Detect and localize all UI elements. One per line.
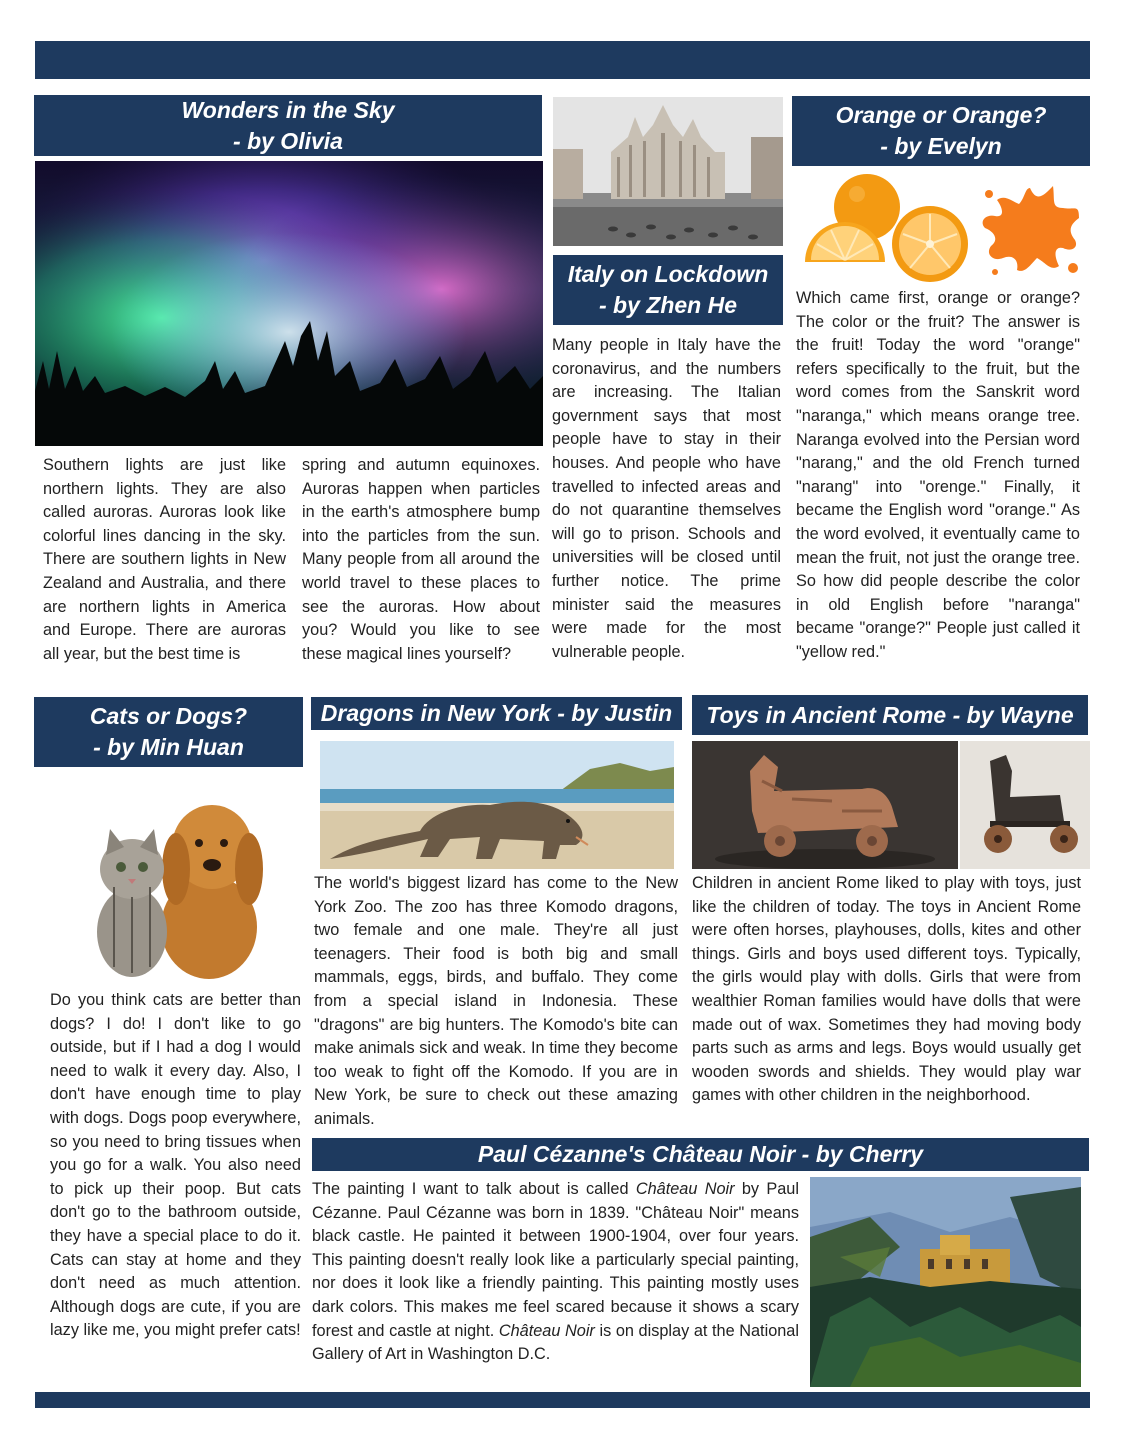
cezanne-painting-title: Château Noir — [635, 1180, 735, 1198]
cat-and-dog-image — [74, 777, 279, 982]
italy-author: - by Zhen He — [598, 292, 737, 318]
orange-header — [792, 96, 1090, 166]
cezanne-text — [312, 1178, 799, 1367]
italy-text: Many people in Italy have the coronavirus, and the numbers are increasing. The Italian government says that most people have to stay in their houses. And people who have travelled to infected areas and do not quarantine themselves will go to prison. Schools and universities will be closed until further notice. The prime minister said the measures were made for the most vulnerable people. — [552, 336, 781, 661]
cezanne-text-part1: The painting I want to talk about is called — [312, 1180, 636, 1198]
dragons-title: Dragons in New York - by Justin — [320, 700, 673, 726]
dragons-header — [311, 697, 682, 730]
aurora-image — [35, 161, 543, 446]
italy-header — [553, 255, 783, 325]
orange-author: - by Evelyn — [880, 133, 1002, 159]
cezanne-painting-title-2: Château Noir — [498, 1321, 595, 1340]
cats-title: Cats or Dogs? — [89, 703, 248, 729]
cats-header — [34, 697, 303, 767]
sky-text-col2: spring and autumn equinoxes. Auroras happen when particles in the earth's atmosphere bump into the particles from the sun. Many people from all around the world travel to these places to see the auroras. How about you? Would you like to see these magical lines yourself? — [302, 456, 540, 663]
toys-header — [692, 695, 1088, 735]
cats-text: Do you think cats are better than dogs? I do! I don't like to go outside, but if I had a dog I would need to walk it every day. Also, I don't have enough time to play with dogs. Dogs poop everywhere, so you need to bring tissues when you go for a walk. You also need to pick up their poop. But cats don't go to the bathroom outside, they have a special place to do it. Cats can stay at home and they don't need as much attention. Although dogs are cute, if you are lazy like me, you might prefer cats! — [50, 991, 301, 1340]
orange-title: Orange or Orange? — [835, 102, 1047, 128]
cezanne-header — [312, 1138, 1089, 1171]
milan-cathedral-image — [553, 97, 783, 246]
top-banner — [35, 41, 1090, 79]
toys-text: Children in ancient Rome liked to play with toys, just like the children of today. The toys in Ancient Rome were often horses, playhouses, dolls, kites and other things. Girls and boys used different toys. Typically, the girls would play with dolls. Girls that were from wealthier Roman families would have dolls that were made out of wax. Sometimes they had moving body parts such as arms and legs. Boys would usually get wooden swords and shields. They would play war games with other children in the neighborhood. — [692, 874, 1081, 1105]
sky-header — [34, 95, 542, 156]
sky-text-col1: Southern lights are just like northern lights. They are also called auroras. Auroras look like colorful lines dancing in the sky. There are southern lights in New Zealand and Australia, and there are northern lights in America and Europe. There are auroras all year, but the best time is — [43, 456, 286, 663]
toys-title: Toys in Ancient Rome - by Wayne — [706, 701, 1074, 728]
clay-horse-toy-image — [692, 741, 958, 869]
cezanne-text-part2: by Paul Cézanne. Paul Cézanne was born in 1839. "Château Noir" means black castle. He painted it between 1900-1904, over four years. This painting doesn't really look like a particularly special painting, nor does it look like a friendly painting. This painting mostly uses dark colors. This makes me feel scared because it shows a scary forest and castle at night. — [312, 1180, 799, 1340]
komodo-dragon-image — [320, 741, 674, 869]
cezanne-text-part3: is on display at the National Gallery of Art in Washington D.C. — [312, 1321, 799, 1364]
dragons-text: The world's biggest lizard has come to the New York Zoo. The zoo has three Komodo dragons, two female and one male. They're all just teenagers. Their food is both big and small mammals, eggs, birds, and buffalo. They come from a special island in Indonesia. These "dragons" are big hunters. The Komodo's bite can make animals sick and weak. In time they become too weak to fight off the Komodo. If you are in New York, be sure to check out these amazing animals. — [314, 874, 678, 1128]
italy-title: Italy on Lockdown — [567, 261, 769, 287]
sky-author: - by Olivia — [233, 127, 343, 154]
orange-fruit-image — [795, 172, 975, 284]
chateau-noir-painting-image — [810, 1177, 1081, 1387]
bronze-horse-toy-image — [960, 741, 1090, 869]
sky-title: Wonders in the Sky — [181, 96, 395, 123]
orange-text: Which came first, orange or orange? The color or the fruit? The answer is the fruit! Today the word "orange" refers specifically to the fruit, but the word comes from the Sanskrit word "naranga," which means orange tree. Naranga evolved into the Persian word "narang," and the old French turned "narang" into "orenge." Finally, it became the English word "orange." As the word evolved, it eventually came to mean the fruit, not just the orange tree. So how did people describe the color in old English before "naranga" became "orange?" People just called it "yellow red." — [796, 289, 1080, 661]
cezanne-title: Paul Cézanne's Château Noir - by Cherry — [477, 1141, 924, 1167]
bottom-banner — [35, 1392, 1090, 1408]
cats-author: - by Min Huan — [93, 734, 244, 760]
orange-splash-image — [975, 174, 1085, 280]
